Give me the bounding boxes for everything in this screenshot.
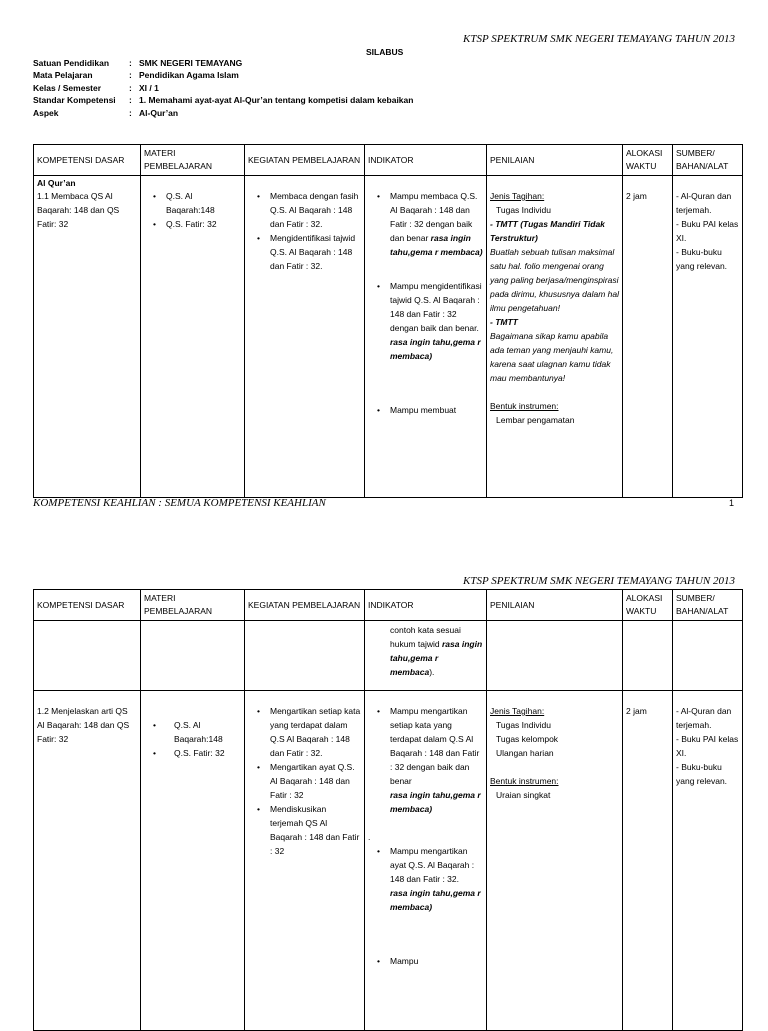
empty-cell	[673, 621, 743, 691]
tmtt-description: Buatlah sebuah tulisan maksimal satu hal. folio mengenai orang yang paling berjasa/menginspirasi pada dirimu, khususnya dalam hal ilmu pengetahuan!	[490, 247, 619, 313]
indikator-karakter: rasa ingin tahu,gema r membaca)	[390, 790, 481, 814]
page-footer: KOMPETENSI KEAHLIAN : SEMUA KOMPETENSI KEAHLIAN	[33, 497, 326, 509]
col-materi: MATERI PEMBELAJARAN	[141, 145, 245, 176]
empty-cell	[141, 621, 245, 691]
page-header: KTSP SPEKTRUM SMK NEGERI TEMAYANG TAHUN 2013	[462, 575, 735, 587]
kegiatan-cell	[245, 176, 365, 498]
col-kompetensi-dasar: KOMPETENSI DASAR	[34, 145, 141, 176]
meta-standar-kompetensi: Standar Kompetensi : 1. Memahami ayat-ayat Al-Qur’an tentang kompetisi dalam kebaikan	[33, 95, 414, 105]
jenis-tagihan-value: Ulangan harian	[496, 748, 554, 758]
meta-label: Satuan Pendidikan	[33, 58, 110, 68]
kegiatan-item: • Mengartikan ayat Q.S. Al Baqarah : 148 dan Fatir : 32	[248, 760, 361, 802]
bentuk-instrumen-value: Lembar pengamatan	[496, 415, 575, 425]
empty-cell	[34, 621, 141, 691]
kd-cell	[34, 691, 141, 1031]
sumber-item: - Buku-buku yang relevan.	[676, 762, 728, 786]
meta-value: 1. Memahami ayat-ayat Al-Qur’an tentang kompetisi dalam kebaikan	[139, 95, 414, 105]
materi-item: • Q.S. Fatir: 32	[144, 217, 241, 231]
jenis-tagihan-value: Tugas Individu	[496, 205, 551, 215]
bentuk-instrumen-value: Uraian singkat	[496, 790, 551, 800]
col-alokasi: ALOKASI WAKTU	[623, 590, 673, 621]
indikator-cell	[365, 176, 487, 498]
alokasi-value: 2 jam	[626, 706, 647, 716]
kegiatan-item: • Mengidentifikasi tajwid Q.S. Al Baqarah : 148 dan Fatir : 32.	[248, 231, 361, 273]
materi-item: • Q.S. Al Baqarah:148	[144, 718, 241, 746]
table-header-row	[34, 590, 743, 621]
indikator-item	[368, 844, 483, 914]
indikator-karakter: rasa ingin tahu,gema r membaca	[390, 639, 483, 677]
indikator-text: contoh kata sesuai hukum tajwid	[390, 625, 461, 649]
silabus-table-page2	[33, 589, 743, 1031]
indikator-item	[368, 279, 483, 363]
sumber-cell	[673, 691, 743, 1031]
sumber-cell	[673, 176, 743, 498]
jenis-tagihan-value: Tugas kelompok	[496, 734, 559, 744]
meta-label: Aspek	[33, 108, 59, 118]
meta-label: Kelas / Semester	[33, 83, 102, 93]
materi-item: • Q.S. Fatir: 32	[144, 746, 241, 760]
col-penilaian: PENILAIAN	[487, 145, 623, 176]
col-indikator: INDIKATOR	[365, 145, 487, 176]
silabus-table-page1	[33, 144, 743, 498]
alokasi-value: 2 jam	[626, 191, 647, 201]
alokasi-cell	[623, 176, 673, 498]
penilaian-cell	[487, 176, 623, 498]
indikator-end: ).	[429, 667, 435, 677]
kegiatan-cell	[245, 691, 365, 1031]
indikator-continued-cell	[365, 621, 487, 691]
col-materi: MATERI PEMBELAJARAN	[141, 590, 245, 621]
alokasi-cell	[623, 691, 673, 1031]
col-kompetensi-dasar: KOMPETENSI DASAR	[34, 590, 141, 621]
indikator-text: Mampu mengidentifikasi tajwid Q.S. Al Baqarah : 148 dan Fatir : 32 dengan baik dan benar.	[390, 281, 482, 333]
kegiatan-item: • Mengartikan setiap kata yang terdapat dalam Q.S Al Baqarah : 148 dan Fatir : 32.	[248, 704, 361, 760]
table-row-continued	[34, 621, 743, 691]
materi-item: • Q.S. Al Baqarah:148	[144, 189, 241, 217]
table-header-row	[34, 145, 743, 176]
col-sumber: SUMBER/ BAHAN/ALAT	[673, 145, 743, 176]
table-row	[34, 176, 743, 498]
jenis-tagihan-label: Jenis Tagihan:	[490, 191, 545, 201]
empty-cell	[487, 621, 623, 691]
sumber-item: - Buku-buku yang relevan.	[676, 247, 728, 271]
bentuk-instrumen-label: Bentuk instrumen:	[490, 776, 559, 786]
indikator-cell	[365, 691, 487, 1031]
kegiatan-item: • Mendiskusikan terjemah QS Al Baqarah : 148 dan Fatir : 32	[248, 802, 361, 858]
indikator-text: Mampu mengartikan ayat Q.S. Al Baqarah : 148 dan Fatir : 32.	[390, 846, 475, 884]
indikator-item	[368, 189, 483, 259]
tmtt2-title: - TMTT	[490, 317, 518, 327]
table-row	[34, 691, 743, 1031]
indikator-text: Mampu mengartikan setiap kata yang terdapat dalam Q.S Al Baqarah : 148 dan Fatir : 32 dengan baik dan benar	[390, 706, 480, 786]
meta-value: XI / 1	[139, 83, 159, 93]
sumber-item: - Al-Quran dan terjemah.	[676, 191, 732, 215]
indikator-karakter: rasa ingin tahu,gema r membaca)	[390, 888, 481, 912]
empty-cell	[623, 621, 673, 691]
meta-value: Al-Qur’an	[139, 108, 179, 118]
kd-title: Al Qur’an	[37, 178, 76, 188]
stray-dot: .	[368, 832, 371, 842]
indikator-item: • Mampu	[368, 954, 483, 968]
meta-mata-pelajaran: Mata Pelajaran : Pendidikan Agama Islam	[33, 70, 239, 80]
sumber-item: - Al-Quran dan terjemah.	[676, 706, 732, 730]
col-kegiatan: KEGIATAN PEMBELAJARAN	[245, 145, 365, 176]
indikator-item	[368, 704, 483, 816]
sumber-item: - Buku PAI kelas XI.	[676, 219, 739, 243]
kd-text: 1.1 Membaca QS Al Baqarah: 148 dan QS Fatir: 32	[37, 191, 120, 229]
indikator-karakter: rasa ingin tahu,gema r membaca)	[390, 233, 483, 257]
meta-kelas-semester: Kelas / Semester : XI / 1	[33, 83, 159, 93]
tmtt-title: - TMTT (Tugas Mandiri Tidak Terstruktur)	[490, 219, 605, 243]
meta-aspek: Aspek : Al-Qur’an	[33, 108, 179, 118]
meta-value: SMK NEGERI TEMAYANG	[139, 58, 243, 68]
kd-text: 1.2 Menjelaskan arti QS Al Baqarah: 148 dan QS Fatir: 32	[37, 706, 130, 744]
col-penilaian: PENILAIAN	[487, 590, 623, 621]
jenis-tagihan-value: Tugas Individu	[496, 720, 551, 730]
meta-satuan-pendidikan: Satuan Pendidikan : SMK NEGERI TEMAYANG	[33, 58, 243, 68]
materi-cell	[141, 691, 245, 1031]
empty-cell	[245, 621, 365, 691]
sumber-item: - Buku PAI kelas XI.	[676, 734, 739, 758]
bentuk-instrumen-label: Bentuk instrumen:	[490, 401, 559, 411]
col-indikator: INDIKATOR	[365, 590, 487, 621]
meta-label: Mata Pelajaran	[33, 70, 93, 80]
jenis-tagihan-label: Jenis Tagihan:	[490, 706, 545, 716]
kd-cell	[34, 176, 141, 498]
col-alokasi: ALOKASI WAKTU	[623, 145, 673, 176]
indikator-text: Mampu membaca Q.S. Al Baqarah : 148 dan Fatir : 32 dengan baik dan benar	[390, 191, 478, 243]
materi-cell	[141, 176, 245, 498]
meta-value: Pendidikan Agama Islam	[139, 70, 239, 80]
col-sumber: SUMBER/ BAHAN/ALAT	[673, 590, 743, 621]
page-header: KTSP SPEKTRUM SMK NEGERI TEMAYANG TAHUN 2013	[462, 33, 735, 45]
tmtt2-description: Bagaimana sikap kamu apabila ada teman yang menjauhi kamu, karena saat ulagnan kamu tidak mau membantunya!	[490, 331, 614, 383]
page-number: 1	[729, 498, 735, 508]
indikator-karakter: rasa ingin tahu,gema r membaca)	[390, 337, 481, 361]
document-title: SILABUS	[366, 47, 404, 57]
indikator-item: • Mampu membuat	[368, 403, 483, 417]
meta-label: Standar Kompetensi	[33, 95, 116, 105]
penilaian-cell	[487, 691, 623, 1031]
col-kegiatan: KEGIATAN PEMBELAJARAN	[245, 590, 365, 621]
kegiatan-item: • Membaca dengan fasih Q.S. Al Baqarah : 148 dan Fatir : 32.	[248, 189, 361, 231]
